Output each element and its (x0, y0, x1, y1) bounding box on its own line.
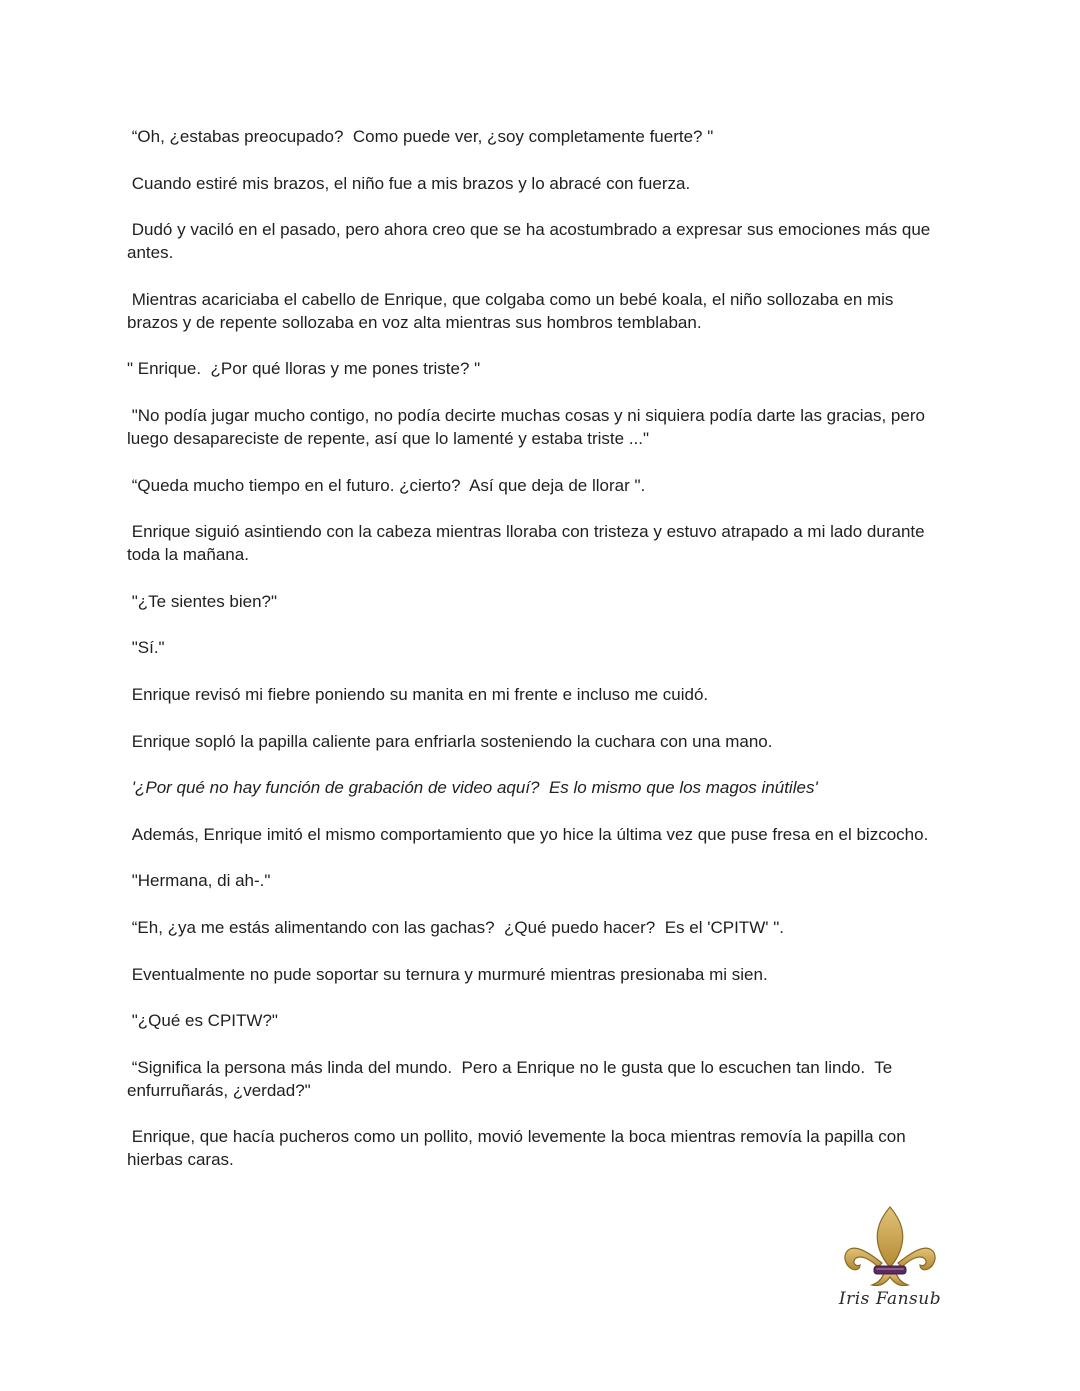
paragraph-5: " Enrique. ¿Por qué lloras y me pones triste? " (127, 359, 481, 379)
paragraph-14: Además, Enrique imitó el mismo comportamiento que yo hice la última vez que puse fresa en el bizcocho. (127, 824, 929, 844)
paragraph-13-thought: '¿Por qué no hay función de grabación de video aquí? Es lo mismo que los magos inútiles' (127, 778, 818, 798)
paragraph-4: Mientras acariciaba el cabello de Enrique, que colgaba como un bebé koala, el niño sollozaba en mis brazos y de repente sollozaba en voz alta mientras sus hombros temblaban. (127, 289, 899, 332)
document-body (127, 125, 945, 1195)
paragraph-15: "Hermana, di ah-." (127, 871, 271, 891)
paragraph-11: Enrique revisó mi fiebre poniendo su manita en mi frente e incluso me cuidó. (127, 684, 709, 704)
paragraph-3: Dudó y vaciló en el pasado, pero ahora creo que se ha acostumbrado a expresar sus emociones más que antes. (127, 220, 935, 263)
fleur-de-lis-icon (838, 1205, 942, 1291)
paragraph-10: "Sí." (127, 638, 165, 658)
paragraph-1: “Oh, ¿estabas preocupado? Como puede ver, ¿soy completamente fuerte? " (127, 127, 714, 146)
paragraph-19: “Significa la persona más linda del mundo. Pero a Enrique no le gusta que lo escuchen tan lindo. Te enfurruñarás, ¿verdad?" (127, 1057, 897, 1100)
paragraph-17: Eventualmente no pude soportar su ternura y murmuré mientras presionaba mi sien. (127, 964, 768, 984)
paragraph-18: "¿Qué es CPITW?" (127, 1011, 278, 1031)
iris-fansub-logo (838, 1205, 942, 1315)
paragraph-2: Cuando estiré mis brazos, el niño fue a mis brazos y lo abracé con fuerza. (127, 173, 691, 193)
logo-text: Iris Fansub (838, 1289, 942, 1309)
paragraph-16: “Eh, ¿ya me estás alimentando con las gachas? ¿Qué puedo hacer? Es el 'CPITW' ". (127, 917, 784, 937)
paragraph-7: “Queda mucho tiempo en el futuro. ¿cierto? Así que deja de llorar ". (127, 475, 646, 495)
paragraph-8: Enrique siguió asintiendo con la cabeza mientras lloraba con tristeza y estuvo atrapado a mi lado durante toda la mañana. (127, 522, 930, 565)
paragraph-6: "No podía jugar mucho contigo, no podía decirte muchas cosas y ni siquiera podía darte las gracias, pero luego desapareciste de repente, así que lo lamenté y estaba triste ..." (127, 405, 930, 448)
paragraph-20: Enrique, que hacía pucheros como un pollito, movió levemente la boca mientras removía la papilla con hierbas caras. (127, 1127, 911, 1170)
paragraph-12: Enrique sopló la papilla caliente para enfriarla sosteniendo la cuchara con una mano. (127, 731, 773, 751)
paragraph-9: "¿Te sientes bien?" (127, 591, 278, 611)
